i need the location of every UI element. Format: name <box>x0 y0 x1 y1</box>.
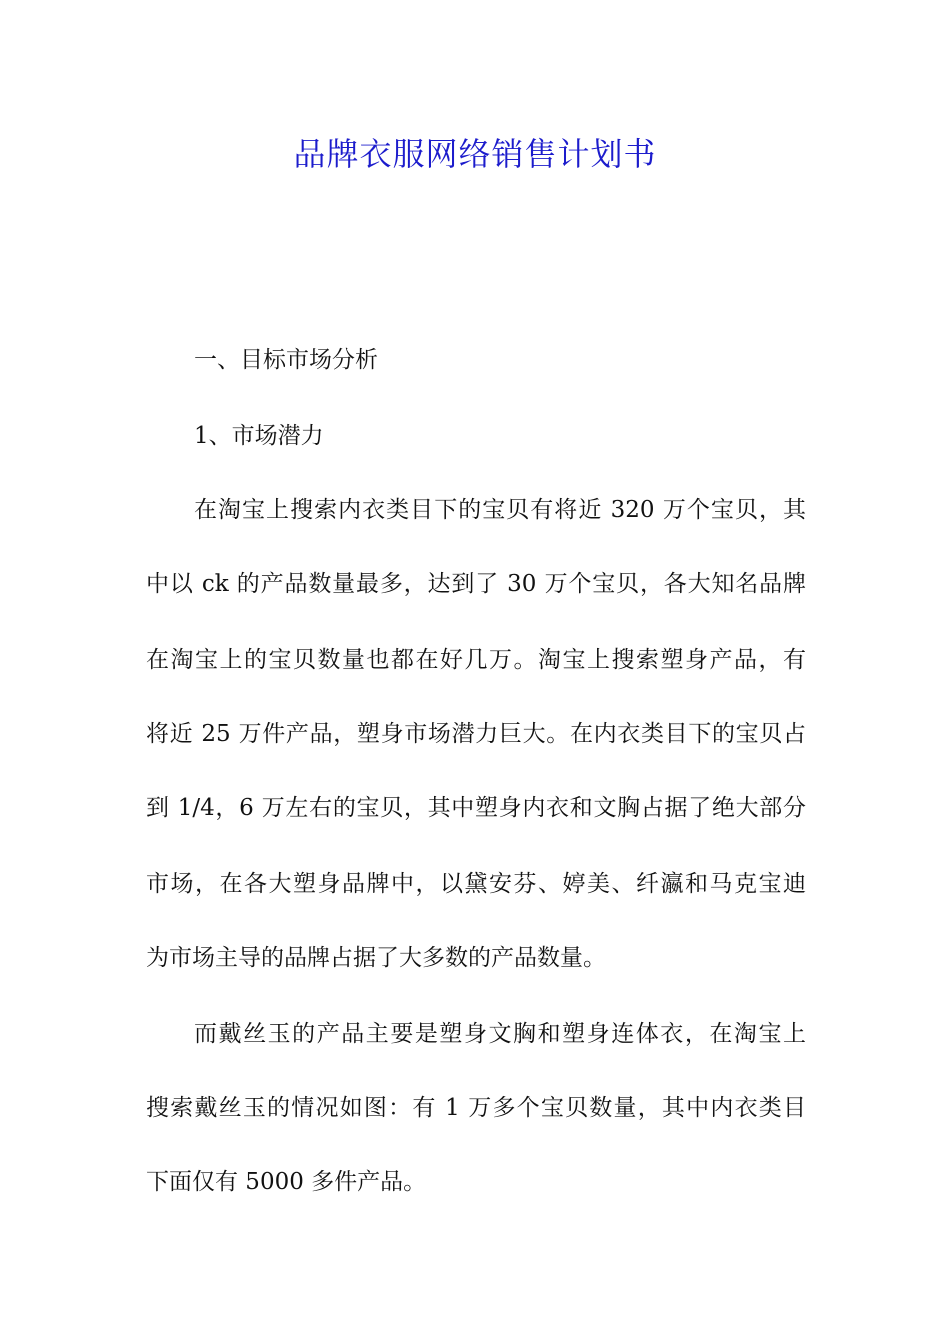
paragraph1-line: 在淘宝上的宝贝数量也都在好几万。淘宝上搜索塑身产品，有 <box>146 647 806 673</box>
paragraph2-line: 搜索戴丝玉的情况如图：有 1 万多个宝贝数量，其中内衣类目 <box>146 1095 806 1121</box>
paragraph1-line: 为市场主导的品牌占据了大多数的产品数量。 <box>146 945 606 971</box>
paragraph1-line: 市场，在各大塑身品牌中，以黛安芬、婷美、纤瀛和马克宝迪 <box>146 871 806 897</box>
paragraph1-line: 中以 ck 的产品数量最多，达到了 30 万个宝贝，各大知名品牌 <box>146 571 806 597</box>
paragraph1-line: 到 1/4，6 万左右的宝贝，其中塑身内衣和文胸占据了绝大部分 <box>146 795 806 821</box>
paragraph1-line: 将近 25 万件产品，塑身市场潜力巨大。在内衣类目下的宝贝占 <box>146 721 806 747</box>
document-title: 品牌衣服网络销售计划书 <box>293 135 657 173</box>
paragraph2-line: 下面仅有 5000 多件产品。 <box>146 1169 427 1195</box>
section-heading: 一、目标市场分析 <box>194 347 378 373</box>
paragraph2-line: 而戴丝玉的产品主要是塑身文胸和塑身连体衣，在淘宝上 <box>194 1021 806 1047</box>
paragraph1-line: 在淘宝上搜索内衣类目下的宝贝有将近 320 万个宝贝，其 <box>194 497 806 523</box>
subsection-heading: 1、市场潜力 <box>194 423 324 449</box>
